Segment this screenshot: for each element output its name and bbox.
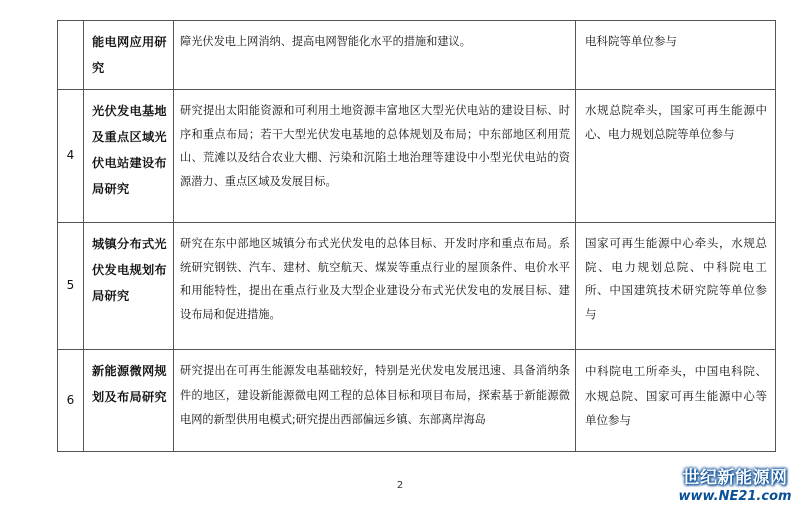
responsible-units: 中科院电工所牵头，中国电科院、水规总院、国家可再生能源中心等单位参与	[576, 350, 776, 452]
row-number: 6	[58, 350, 84, 452]
watermark-url: www.NE21.com	[678, 489, 792, 504]
row-number: 5	[58, 223, 84, 350]
responsible-units: 国家可再生能源中心牵头，水规总院、电力规划总院、中科院电工所、中国建筑技术研究院等单位参与	[576, 223, 776, 350]
responsible-units: 水规总院牵头，国家可再生能源中心、电力规划总院等单位参与	[576, 90, 776, 223]
project-name: 能电网应用研究	[84, 21, 174, 90]
row-number	[58, 21, 84, 90]
project-content: 障光伏发电上网消纳、提高电网智能化水平的措施和建议。	[174, 21, 576, 90]
table-row	[58, 90, 776, 223]
table-row	[58, 223, 776, 350]
table-row	[58, 350, 776, 452]
page-number: 2	[396, 480, 404, 491]
project-name: 城镇分布式光伏发电规划布局研究	[84, 223, 174, 350]
project-name: 光伏发电基地及重点区域光伏电站建设布局研究	[84, 90, 174, 223]
watermark-title: 世纪新能源网	[682, 468, 788, 488]
project-content: 研究提出太阳能资源和可利用土地资源丰富地区大型光伏电站的建设目标、时序和重点布局；若干大型光伏发电基地的总体规划及布局；中东部地区利用荒山、荒滩以及结合农业大棚、污染和沉陷土地治理等建设中小型光伏电站的资源潜力、重点区域及发展目标。	[174, 90, 576, 223]
table-row	[58, 21, 776, 90]
responsible-units: 电科院等单位参与	[576, 21, 776, 90]
research-table	[57, 20, 776, 452]
project-content: 研究在东中部地区城镇分布式光伏发电的总体目标、开发时序和重点布局。系统研究钢铁、汽车、建材、航空航天、煤炭等重点行业的屋顶条件、电价水平和用能特性，提出在重点行业及大型企业建设分布式光伏发电的发展目标、建设布局和促进措施。	[174, 223, 576, 350]
site-watermark	[676, 463, 794, 507]
row-number: 4	[58, 90, 84, 223]
project-name: 新能源微网规划及布局研究	[84, 350, 174, 452]
project-content: 研究提出在可再生能源发电基础较好，特别是光伏发电发展迅速、具备消纳条件的地区，建设新能源微电网工程的总体目标和项目布局，探索基于新能源微电网的新型供用电模式;研究提出西部偏远乡镇、东部离岸海岛	[174, 350, 576, 452]
